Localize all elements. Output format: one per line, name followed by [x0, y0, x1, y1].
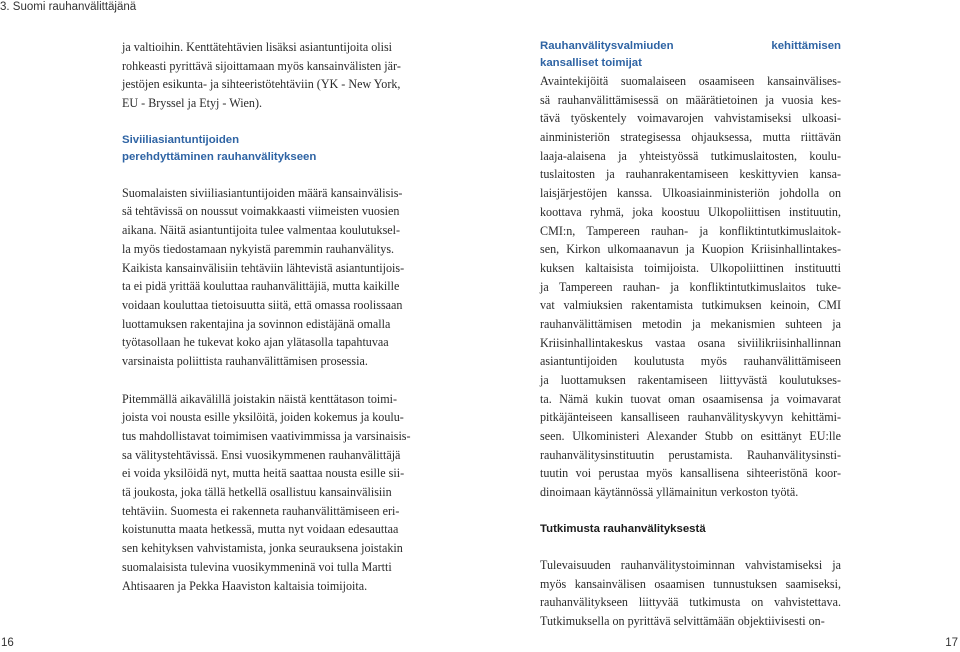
text-line: jestöjen esikunta- ja sihteeristötehtäviin (YK - New York,	[122, 77, 401, 92]
text-line: Kaikista kansainvälisiin tehtäviin lähtevistä asiantuntijois-	[122, 260, 405, 275]
text-line: sen kehityksen vahvistamista, jonka seurauksena joistakin	[122, 541, 403, 556]
text-line: tä joukosta, joka tällä hetkellä osallistuu kansainvälisiin	[122, 485, 392, 500]
text-line: ei voida yksilöidä nyt, mutta heitä saattaa nousta esille sii-	[122, 466, 405, 481]
text-line: Ahtisaaren ja Pekka Haaviston kaltaisia toimijoita.	[122, 578, 368, 593]
heading-line: Tutkimusta rauhanvälityksestä	[540, 522, 706, 535]
right-heading-research	[540, 521, 841, 538]
page-number-left: 16	[1, 637, 14, 649]
text-line: la myös tiedostamaan nykyistä paremmin rauhanvälitys.	[122, 241, 395, 256]
text-line: joista voi nousta esille yksilöitä, joiden kokemus ja koulu-	[122, 410, 404, 425]
text-line: ja valtioihin. Kenttätehtävien lisäksi asiantuntijoita olisi	[122, 40, 393, 54]
text-line: vat valmiuksien rakentamista tutkimuksen keinoin, CMI	[540, 298, 841, 313]
text-line: sa välitystehtävissä. Ensi vuosikymmenen rauhanvälittäjä	[122, 447, 401, 462]
left-column	[122, 38, 432, 595]
text-line: ja luottamuksen rakentamiseen liittyvästä koulutukses-	[540, 373, 841, 387]
text-line: EU - Bryssel ja Etyj - Wien).	[122, 96, 263, 111]
text-line: rauhanvälitykseen liittyvää tutkimusta on vahvistettava.	[540, 595, 841, 610]
text-line: rauhanvälitysinstituutin perustamista. Rauhanvälitysinsti-	[540, 447, 841, 462]
text-line: kuksen kaltaisista toimijoista. Ulkopoliittinen instituutti	[540, 260, 841, 275]
text-line: sä tehtävissä on noussut voimakkaasti viimeisten vuosien	[122, 204, 400, 219]
left-paragraph-2	[122, 184, 432, 371]
right-paragraph-2	[540, 556, 841, 631]
running-head: 3. Suomi rauhanvälittäjänä	[0, 1, 137, 13]
text-line: aikana. Näitä asiantuntijoita tulee valmentaa koulutuksel-	[122, 223, 401, 238]
text-line: tehtäviin. Suomesta ei rakenneta rauhanvälittämiseen eri-	[122, 503, 400, 518]
text-line: työtasollaan he tukevat koko ajan ylätasolla tapahtuvaa	[122, 335, 389, 350]
text-line: Avaintekijöitä suomalaiseen osaamiseen kansainvälises-	[540, 74, 841, 88]
text-line: laisjärjestöjen kanssa. Ulkoasiainministeriön johdolla on	[540, 186, 841, 201]
text-line: sä rauhanvälittämisessä on määrätietoinen ja vuosia kes-	[540, 92, 841, 107]
heading-line: Rauhanvälitysvalmiuden kehittämisen	[540, 40, 841, 52]
text-line: seen. Ulkoministeri Alexander Stubb on esittänyt EU:lle	[540, 429, 841, 444]
text-line: Suomalaisten siviiliasiantuntijoiden määrä kansainvälisis-	[122, 185, 403, 200]
text-line: voidaan kouluttaa tietoisuutta siitä, että omassa roolissaan	[122, 297, 403, 312]
text-line: pitkäjänteiseen kansalliseen rauhanvälityskyvyn kehittämi-	[540, 410, 841, 425]
right-column	[540, 38, 841, 631]
heading-line: Siviiliasiantuntijoiden	[122, 133, 240, 146]
text-line: Kriisinhallintakeskus vastaa osana siviilikriisinhallinnan	[540, 335, 841, 350]
page-number-right: 17	[945, 637, 958, 649]
text-line: tävä työskentely voimavarojen vahvistamiseksi ulkoasi-	[540, 111, 841, 126]
text-line: suomalaisista tulevina vuosikymmeninä voi tulla Martti	[122, 559, 392, 574]
left-heading-civilian-experts	[122, 132, 432, 166]
text-line: Tutkimuksella on pyrittävä selvittämään objektiivisesti on-	[540, 613, 825, 628]
text-line: ta. Nämä kukin tuovat oman osaamisensa ja voimavarat	[540, 391, 841, 406]
text-line: CMI:n, Tampereen rauhan- ja konfliktintutkimuslaitok-	[540, 223, 841, 238]
left-paragraph-1	[122, 38, 432, 113]
text-line: ainministeriön strategisessa ohjauksessa, mutta riittävän	[540, 130, 841, 145]
heading-line: kansalliset toimijat	[540, 57, 642, 69]
text-line: tuutin voi perustaa myös kansallisena sihteeristönä koor-	[540, 466, 841, 481]
left-paragraph-3	[122, 390, 432, 596]
heading-line: perehdyttäminen rauhanvälitykseen	[122, 150, 317, 163]
text-line: rohkeasti pyrittävä sijoittamaan myös kansainvälisten jär-	[122, 58, 401, 73]
text-line: asiantuntijoiden koulutusta myös rauhanvälittämiseen	[540, 354, 841, 369]
text-line: dinoimaan käytännössä yllämainitun verkoston työtä.	[540, 485, 799, 500]
text-line: tus mahdollistavat toimimisen vaativimmissa ja varsinaisis-	[122, 429, 411, 443]
text-line: sen, Kirkon ulkomaanavun ja Kuopion Kriisinhallintakes-	[540, 242, 841, 257]
text-line: laaja-alaisena ja yhteistyössä tutkimuslaitosten, koulu-	[540, 148, 841, 163]
text-line: koistunutta maata hetkessä, mutta nyt voidaan edesauttaa	[122, 522, 399, 537]
text-line: Tulevaisuuden rauhanvälitystoiminnan vahvistamiseksi ja	[540, 557, 841, 572]
text-line: ja Tampereen rauhan- ja konfliktintutkimuslaitos tuke-	[540, 279, 841, 294]
right-heading-national-actors	[540, 38, 841, 72]
right-paragraph-1	[540, 72, 841, 502]
text-line: ta ei pidä yrittää kouluttaa rauhanvälittäjiä, mutta kaikille	[122, 279, 400, 294]
text-line: myös kansainvälisen osaamisen tunnustuksen saamiseksi,	[540, 576, 841, 591]
text-line: Pitemmällä aikavälillä joistakin näistä kenttätason toimi-	[122, 391, 398, 406]
text-line: rauhanvälittämisen metodin ja mekanismien suhteen ja	[540, 316, 841, 331]
text-line: tuslaitosten ja rauhanrakentamiseen keskittyvien kansa-	[540, 167, 841, 182]
text-line: koottava ryhmä, joka koostuu Ulkopoliittisen instituutin,	[540, 204, 841, 219]
text-line: luottamuksen rakentajina ja sovinnon edistäjänä omalla	[122, 316, 391, 331]
text-line: varsinaista poliittista rauhanvälittämisen prosessia.	[122, 353, 368, 368]
